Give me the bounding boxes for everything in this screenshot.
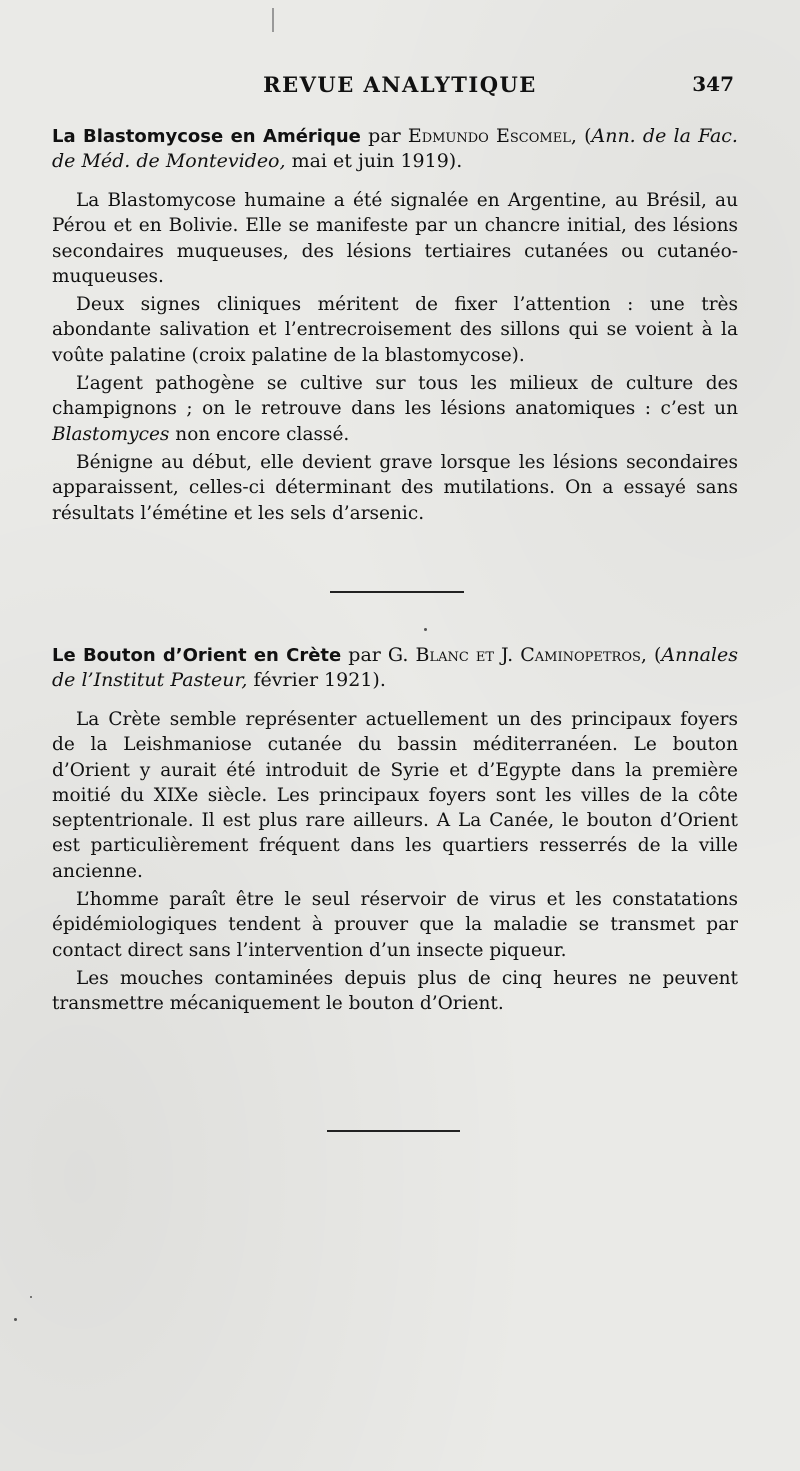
page-number: 347 — [692, 72, 734, 96]
article-title: Le Bouton d’Orient en Crète — [52, 645, 342, 666]
scan-speck — [424, 628, 427, 631]
source-open: ( — [646, 644, 662, 666]
scan-speck — [30, 1296, 32, 1298]
article-author: G. Blanc et J. Caminopetros, — [387, 644, 647, 666]
article-date: mai et juin 1919). — [285, 150, 463, 172]
paragraph — [52, 371, 738, 447]
article-date: février 1921). — [247, 669, 386, 691]
article-bouton-orient — [52, 643, 738, 1020]
paragraph: Bénigne au début, elle devient grave lorsque les lésions secondaires apparaissent, celles-ci déterminant des mutilations. On a essayé sans résultats l’émétine et les sels d’arsenic. — [52, 451, 738, 524]
paragraph: La Crète semble représenter actuellement un des principaux foyers de la Leishmaniose cutanée du bassin méditerranéen. Le bouton d’Orient y aurait été introduit de Syrie et d’Egypte dans la première moitié du XIXe siècle. Les principaux foyers sont les villes de la côte septentrionale. Il est plus rare ailleurs. A La Canée, le bouton d’Orient est particulièrement fréquent dans les quartiers resserrés de la ville ancienne. — [52, 709, 738, 882]
running-title: REVUE ANALYTIQUE — [263, 72, 537, 97]
paragraph: La Blastomycose humaine a été signalée en Argentine, au Brésil, au Pérou et en Bolivie. Elle se manifeste par un chancre initial, des lésions secondaires muqueuses, des lésions tertiaires cutanées ou cutanéo-muqueuses. — [52, 190, 738, 287]
paragraph-text: non encore classé. — [169, 423, 350, 445]
paragraph: Les mouches contaminées depuis plus de cinq heures ne peuvent transmettre mécaniquement le bouton d’Orient. — [52, 967, 738, 1015]
paragraph: Deux signes cliniques méritent de fixer l’attention : une très abondante salivation et l’entrecroisement des sillons qui se voient à la voûte palatine (croix palatine de la blastomycose). — [52, 294, 738, 366]
article-source: Annales de l’Institut Pasteur, — [52, 644, 738, 691]
heading-by: par — [341, 644, 388, 666]
paragraph-italic: Blastomyces — [52, 423, 170, 445]
section-divider — [330, 591, 464, 593]
article-heading — [52, 124, 738, 174]
article-author: Edmundo Escomel — [407, 125, 571, 147]
source-open: , ( — [570, 125, 592, 147]
paragraph: L’homme paraît être le seul réservoir de virus et les constatations épidémiologiques tendent à prouver que la maladie se transmet par contact direct sans l’intervention d’un insecte piqueur. — [52, 889, 738, 961]
scan-speck — [14, 1318, 17, 1321]
scan-speck — [272, 8, 274, 32]
article-blastomycose — [52, 124, 738, 529]
paragraph-text: L’agent pathogène se cultive sur tous les milieux de culture des champignons ; on le retrouve dans les lésions anatomiques : c’est un — [52, 373, 738, 420]
heading-by: par — [360, 125, 408, 147]
running-head — [0, 72, 800, 106]
article-title: La Blastomycose en Amérique — [52, 126, 361, 147]
article-source: Ann. de la Fac. de Méd. de Montevideo, — [52, 125, 738, 172]
article-heading — [52, 643, 738, 693]
section-divider — [327, 1130, 460, 1132]
